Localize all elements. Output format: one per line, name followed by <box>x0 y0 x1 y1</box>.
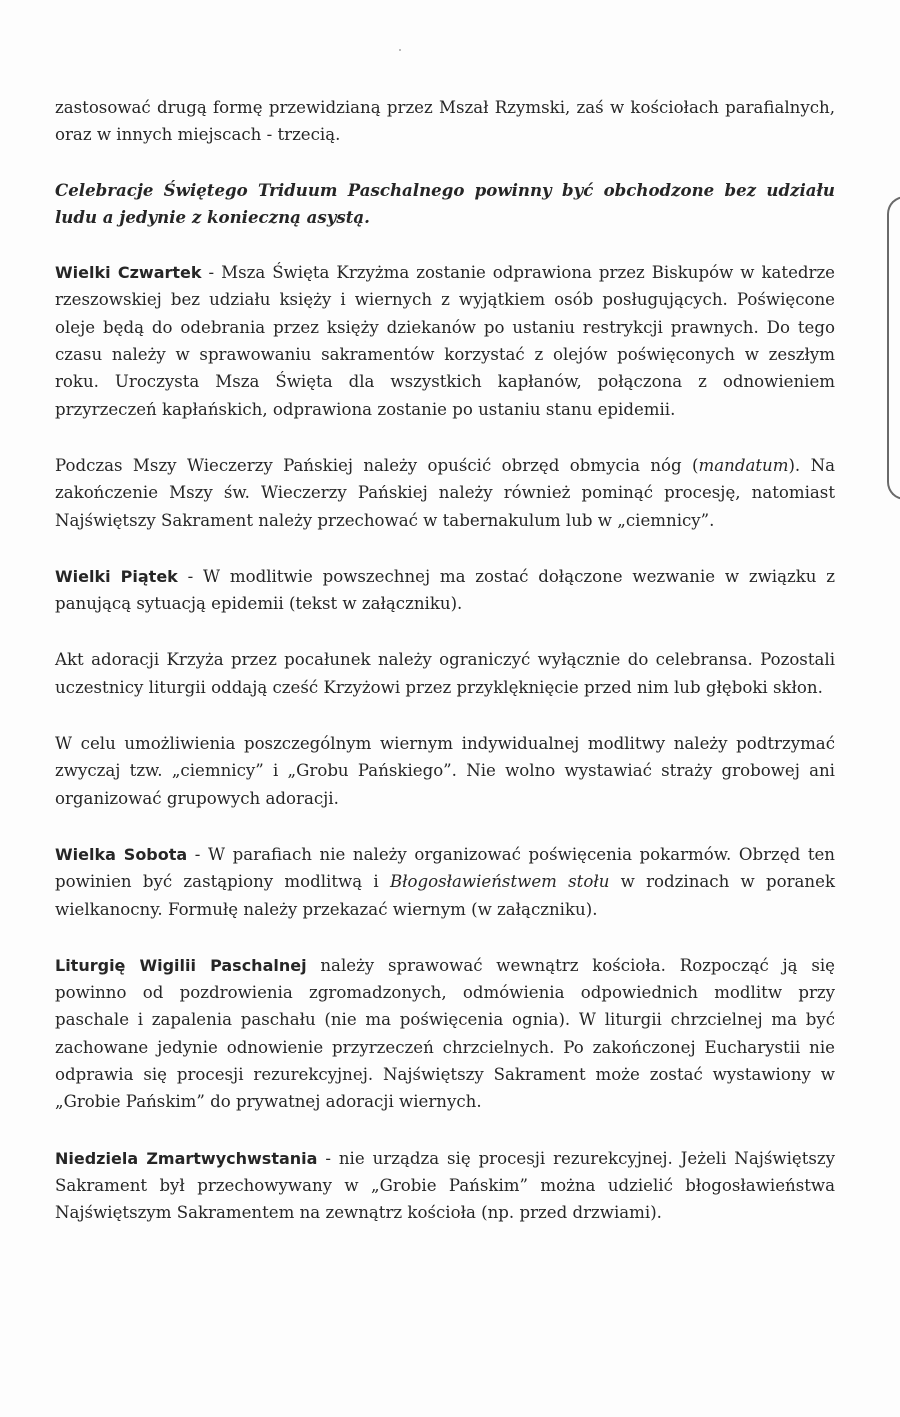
paragraph-lead: Niedziela Zmartwychwstania <box>55 1148 318 1168</box>
paragraph-text: należy sprawować wewnątrz kościoła. Rozpocząć ją się powinno od pozdrowienia zgromadzonych, odmówienia odpowiednich modlitw przy paschale i zapalenia paschału (nie ma poświęcenia ognia). W liturgii chrzcielnej ma być zachowane jedynie odnowienie przyrzeczeń chrzcielnych. Po zakończonej Eucharystii nie odprawia się procesji rezurekcyjnej. Najświętszy Sakrament może zostać wystawiony w „Grobie Pańskim” do prywatnej adoracji wiernych. <box>55 955 836 1112</box>
paragraph-text: - nie urządza się procesji rezurekcyjnej. Jeżeli Najświętszy Sakrament był przechowywany w „Grobie Pańskim” można udzielić błogosławieństwa Najświętszym Sakramentem na zewnątrz kościoła (np. przed drzwiami). <box>55 1148 836 1223</box>
paragraph-text: - W parafiach nie należy organizować poświęcenia pokarmów. Obrzęd ten powinien być zastąpiony modlitwą i <box>55 844 835 892</box>
paragraph-adoracja-krzyza <box>55 646 835 701</box>
paragraph-msza-wieczerzy <box>55 452 835 534</box>
italic-term: mandatum <box>698 455 789 475</box>
paragraph-lead: Liturgię Wigilii Paschalnej <box>55 955 307 975</box>
paragraph-wielki-piatek <box>55 563 835 618</box>
paragraph-text: Celebracje Świętego Triduum Paschalnego powinny być obchodzone bez udziału ludu a jedynie z konieczną asystą. <box>55 179 835 227</box>
paragraph-triduum-notice <box>55 177 835 232</box>
paragraph-niedziela-zmartwychwstania <box>55 1145 835 1227</box>
paragraph-lead: Wielka Sobota <box>55 844 188 864</box>
paragraph-text: - W modlitwie powszechnej ma zostać dołączone wezwanie w związku z panującą sytuacją epidemii (tekst w załączniku). <box>55 566 836 614</box>
paragraph-text: Podczas Mszy Wieczerzy Pańskiej należy opuścić obrzęd obmycia nóg ( <box>55 455 699 475</box>
paragraph-lead: Wielki Piątek <box>55 566 178 586</box>
paragraph-wielka-sobota <box>55 841 835 923</box>
italic-term: Błogosławieństwem stołu <box>389 872 610 892</box>
paragraph-text: - Msza Święta Krzyżma zostanie odprawiona przez Biskupów w katedrze rzeszowskiej bez udziału księży i wiernych z wyjątkiem osób posługujących. Poświęcone oleje będą do odebrania przez księży dziekanów po ustaniu restrykcji prawnych. Do tego czasu należy w sprawowaniu sakramentów korzystać z olejów poświęconych w zeszłym roku. Uroczysta Msza Święta dla wszystkich kapłanów, połączona z odnowieniem przyrzeczeń kapłańskich, odprawiona zostanie po ustaniu stanu epidemii. <box>55 263 836 419</box>
paragraph-text: w rodzinach w poranek wielkanocny. Formułę należy przekazać wiernym (w załączniku). <box>55 872 835 919</box>
paragraph-wielki-czwartek <box>55 259 835 423</box>
paragraph-wigilia-paschalna <box>55 952 835 1116</box>
paragraph-text: ). Na zakończenie Mszy św. Wieczerzy Pańskiej należy również pominąć procesję, natomiast Najświętszy Sakrament należy przechować w tabernakulum lub w „ciemnicy”. <box>55 455 835 530</box>
document-page <box>55 94 835 1256</box>
paragraph-text: W celu umożliwienia poszczególnym wiernym indywidualnej modlitwy należy podtrzymać zwyczaj tzw. „ciemnicy” i „Grobu Pańskiego”. Nie wolno wystawiać straży grobowej ani organizować grupowych adoracji. <box>55 734 835 808</box>
paragraph-intro <box>55 94 835 149</box>
paragraph-text: zastosować drugą formę przewidzianą przez Mszał Rzymski, zaś w kościołach parafialnych, oraz w innych miejscach - trzecią. <box>55 98 835 145</box>
paragraph-ciemnica <box>55 730 835 812</box>
paragraph-text: Akt adoracji Krzyża przez pocałunek należy ograniczyć wyłącznie do celebransa. Pozostali uczestnicy liturgii oddają cześć Krzyżowi przez przyklęknięcie przed nim lub głęboki skłon. <box>55 650 835 697</box>
paragraph-lead: Wielki Czwartek <box>55 263 202 283</box>
margin-bracket <box>887 196 900 500</box>
scan-speck <box>399 49 401 51</box>
